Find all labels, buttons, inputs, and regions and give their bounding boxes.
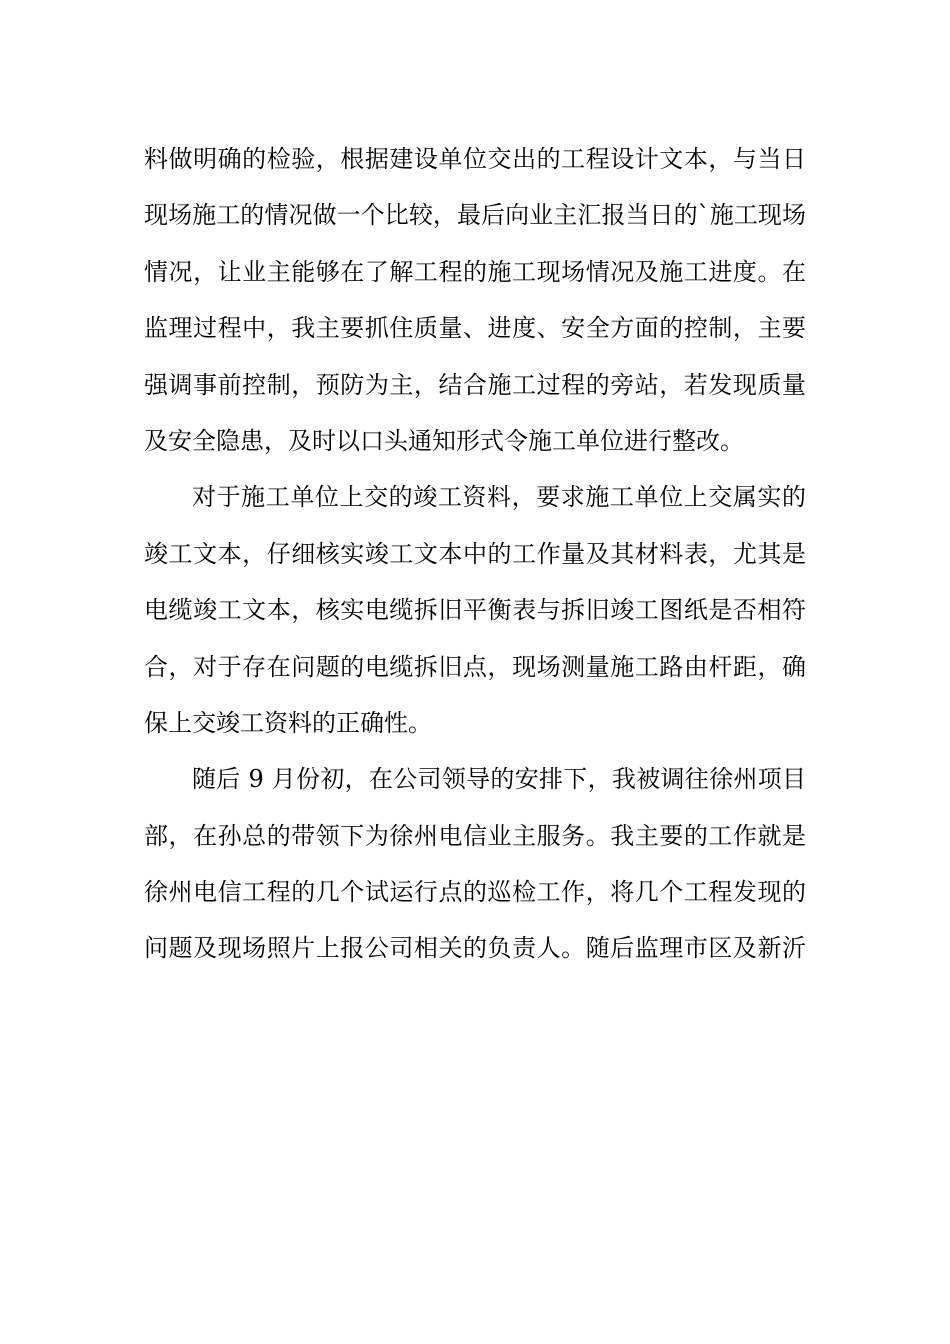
text-line: 竣工文本，仔细核实竣工文本中的工作量及其材料表，尤其是 bbox=[144, 539, 806, 568]
text-line: 强调事前控制，预防为主，结合施工过程的旁站，若发现质量 bbox=[144, 370, 806, 399]
text-line: 监理过程中，我主要抓住质量、进度、安全方面的控制，主要 bbox=[144, 314, 806, 343]
text-line: 对于施工单位上交的竣工资料，要求施工单位上交属实的 bbox=[192, 483, 806, 512]
text-line: 合，对于存在问题的电缆拆旧点，现场测量施工路由杆距，确 bbox=[144, 652, 806, 681]
text-line: 问题及现场照片上报公司相关的负责人。随后监理市区及新沂 bbox=[144, 934, 806, 963]
text-line: 随后 9 月份初，在公司领导的安排下，我被调往徐州项目 bbox=[192, 765, 806, 794]
text-line: 现场施工的情况做一个比较，最后向业主汇报当日的`施工现场 bbox=[144, 201, 806, 230]
text-line: 情况，让业主能够在了解工程的施工现场情况及施工进度。在 bbox=[144, 257, 806, 286]
text-line: 料做明确的检验，根据建设单位交出的工程设计文本，与当日 bbox=[144, 145, 806, 173]
text-line: 徐州电信工程的几个试运行点的巡检工作，将几个工程发现的 bbox=[144, 878, 806, 907]
text-line: 部，在孙总的带领下为徐州电信业主服务。我主要的工作就是 bbox=[144, 821, 806, 850]
text-line: 电缆竣工文本，核实电缆拆旧平衡表与拆旧竣工图纸是否相符 bbox=[144, 596, 806, 625]
text-line: 保上交竣工资料的正确性。 bbox=[144, 708, 432, 737]
text-line: 及安全隐患，及时以口头通知形式令施工单位进行整改。 bbox=[144, 426, 744, 455]
body-text bbox=[144, 131, 806, 977]
